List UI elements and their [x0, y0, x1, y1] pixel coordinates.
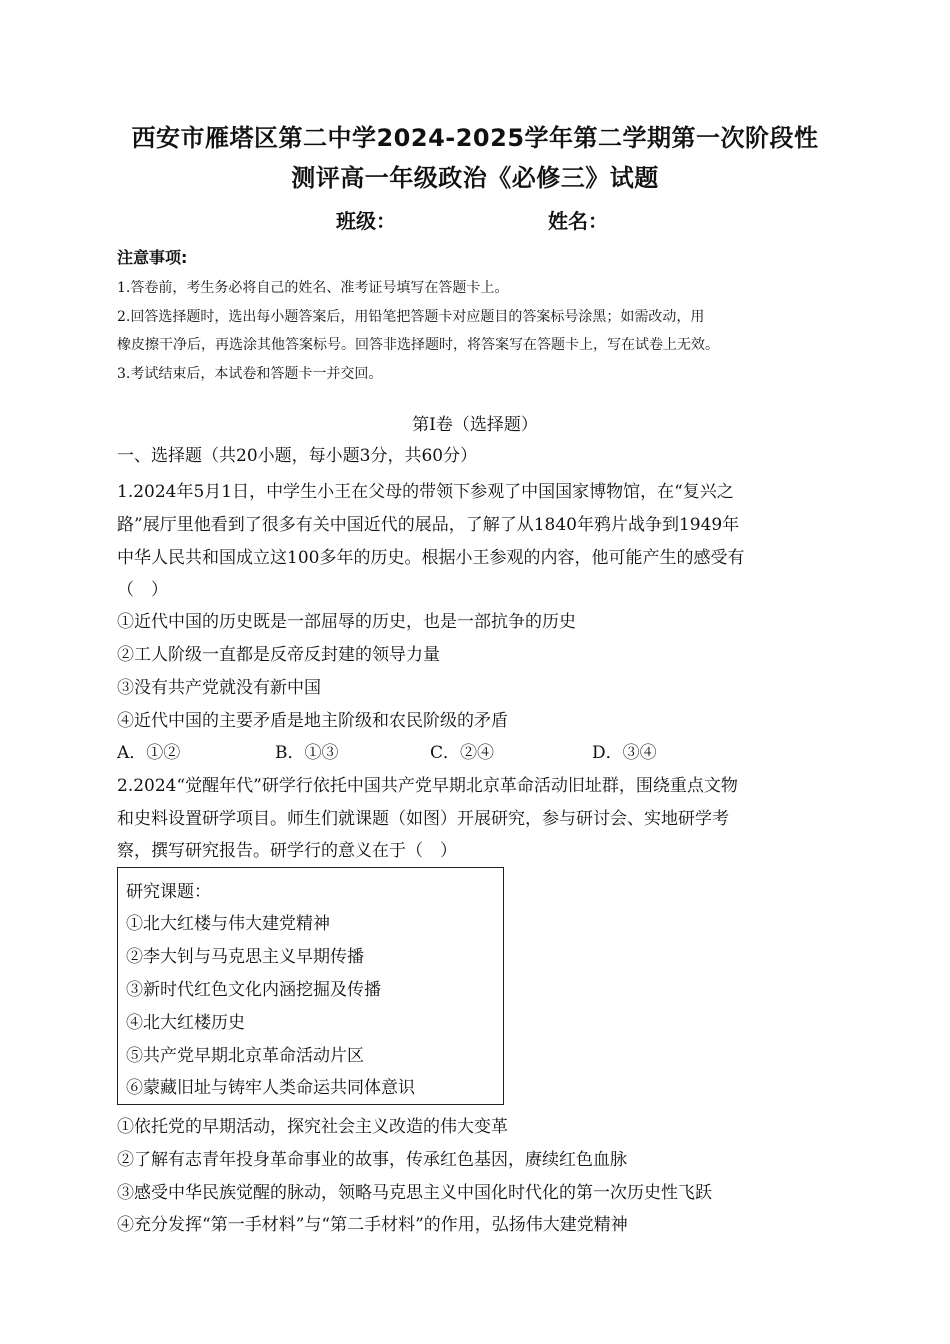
q1-stem-line: 路”展厅里他看到了很多有关中国近代的展品，了解了从1840年鸦片战争到1949年	[117, 515, 740, 535]
notice-item: 2.回答选择题时，选出每小题答案后，用铅笔把答题卡对应题目的答案标号涂黑；如需改动，用	[117, 309, 705, 325]
q1-option-c: C．②④	[430, 743, 495, 763]
part-title: 一、选择题（共20小题，每小题3分，共60分）	[117, 446, 478, 466]
research-topics-box	[117, 867, 504, 1105]
box-line: 研究课题：	[126, 882, 211, 902]
q1-statement: ③没有共产党就没有新中国	[117, 678, 321, 698]
box-line: ③新时代红色文化内涵挖掘及传播	[126, 980, 381, 1000]
notice-item: 1.答卷前，考生务必将自己的姓名、准考证号填写在答题卡上。	[117, 280, 509, 296]
q2-stem-line: 2.2024“觉醒年代”研学行依托中国共产党早期北京革命活动旧址群，围绕重点文物	[117, 776, 738, 796]
exam-title-line1: 西安市雁塔区第二中学2024-2025学年第二学期第一次阶段性	[131, 124, 819, 152]
volume-title: 第Ⅰ卷（选择题）	[412, 415, 538, 435]
q2-statement: ①依托党的早期活动，探究社会主义改造的伟大变革	[117, 1117, 508, 1137]
q1-statement: ④近代中国的主要矛盾是地主阶级和农民阶级的矛盾	[117, 711, 508, 731]
notice-item: 橡皮擦干净后，再选涂其他答案标号。回答非选择题时，将答案写在答题卡上，写在试卷上无效。	[117, 337, 719, 353]
notice-item: 3.考试结束后，本试卷和答题卡一并交回。	[117, 366, 383, 382]
notice-heading: 注意事项:	[117, 248, 188, 267]
box-line: ④北大红楼历史	[126, 1013, 245, 1033]
q1-stem-line: 1.2024年5月1日，中学生小王在父母的带领下参观了中国国家博物馆，在“复兴之	[117, 482, 734, 502]
q1-stem-line: 中华人民共和国成立这100多年的历史。根据小王参观的内容，他可能产生的感受有	[117, 548, 745, 568]
q1-option-b: B．①③	[275, 743, 339, 763]
class-label: 班级：	[336, 209, 396, 233]
q1-stem-line: （ ）	[117, 580, 168, 600]
q2-statement: ③感受中华民族觉醒的脉动，领略马克思主义中国化时代化的第一次历史性飞跃	[117, 1183, 712, 1203]
q1-statement: ①近代中国的历史既是一部屈辱的历史，也是一部抗争的历史	[117, 612, 576, 632]
q2-stem-line: 和史料设置研学项目。师生们就课题（如图）开展研究，参与研讨会、实地研学考	[117, 809, 729, 829]
q1-statement: ②工人阶级一直都是反帝反封建的领导力量	[117, 645, 440, 665]
box-line: ①北大红楼与伟大建党精神	[126, 914, 330, 934]
box-line: ⑤共产党早期北京革命活动片区	[126, 1046, 364, 1066]
box-line: ②李大钊与马克思主义早期传播	[126, 947, 364, 967]
name-label: 姓名：	[548, 209, 608, 233]
q2-statement: ④充分发挥“第一手材料”与“第二手材料”的作用，弘扬伟大建党精神	[117, 1215, 628, 1235]
exam-title-line2: 测评高一年级政治《必修三》试题	[291, 164, 659, 192]
q2-stem-line: 察，撰写研究报告。研学行的意义在于（ ）	[117, 841, 457, 861]
box-line: ⑥蒙藏旧址与铸牢人类命运共同体意识	[126, 1078, 415, 1098]
q1-option-a: A．①②	[117, 743, 181, 763]
q2-statement: ②了解有志青年投身革命事业的故事，传承红色基因，赓续红色血脉	[117, 1150, 627, 1170]
q1-option-d: D．③④	[592, 743, 657, 763]
